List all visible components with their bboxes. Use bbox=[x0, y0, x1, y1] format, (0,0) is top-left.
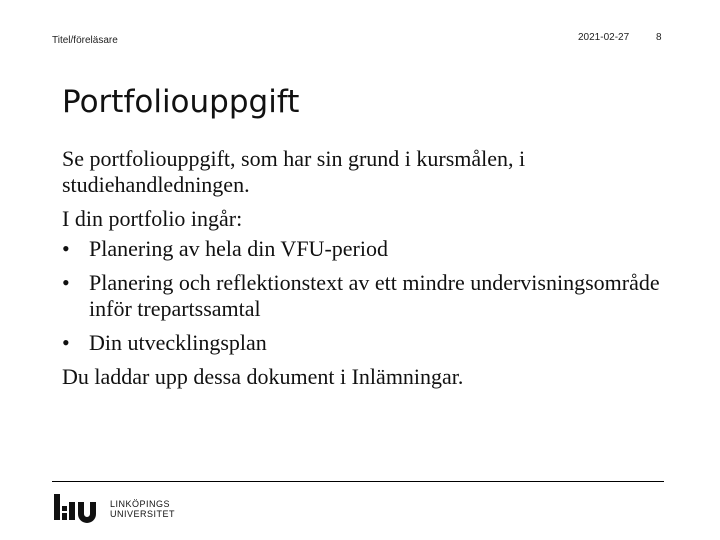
bullet-icon: • bbox=[62, 236, 70, 261]
presenter-label: Titel/föreläsare bbox=[52, 35, 118, 46]
list-item bbox=[62, 270, 662, 322]
list-item bbox=[62, 236, 662, 262]
list-item bbox=[62, 330, 662, 356]
slide-date: 2021-02-27 bbox=[578, 32, 630, 43]
intro-paragraph: Se portfoliouppgift, som har sin grund i kursmålen, i studiehandledningen. bbox=[62, 146, 526, 197]
slide-title: Portfoliouppgift bbox=[62, 84, 300, 120]
page-number: 8 bbox=[656, 32, 662, 43]
outro-paragraph: Du laddar upp dessa dokument i Inlämningar. bbox=[62, 364, 464, 389]
list-item-text: Din utvecklingsplan bbox=[89, 330, 267, 355]
bullet-icon: • bbox=[62, 330, 70, 355]
university-name-line2: UNIVERSITET bbox=[110, 509, 176, 519]
slide-body bbox=[62, 146, 662, 390]
list-item-text: Planering och reflektionstext av ett mindre undervisningsområde inför trepartssamtal bbox=[89, 270, 660, 321]
footer-divider bbox=[52, 481, 664, 482]
list-item-text: Planering av hela din VFU-period bbox=[89, 236, 388, 261]
bullet-icon: • bbox=[62, 270, 70, 295]
university-name bbox=[110, 499, 175, 519]
lead-paragraph: I din portfolio ingår: bbox=[62, 206, 243, 231]
bullet-list bbox=[62, 236, 662, 356]
university-name-line1: LINKÖPINGS bbox=[110, 499, 171, 509]
